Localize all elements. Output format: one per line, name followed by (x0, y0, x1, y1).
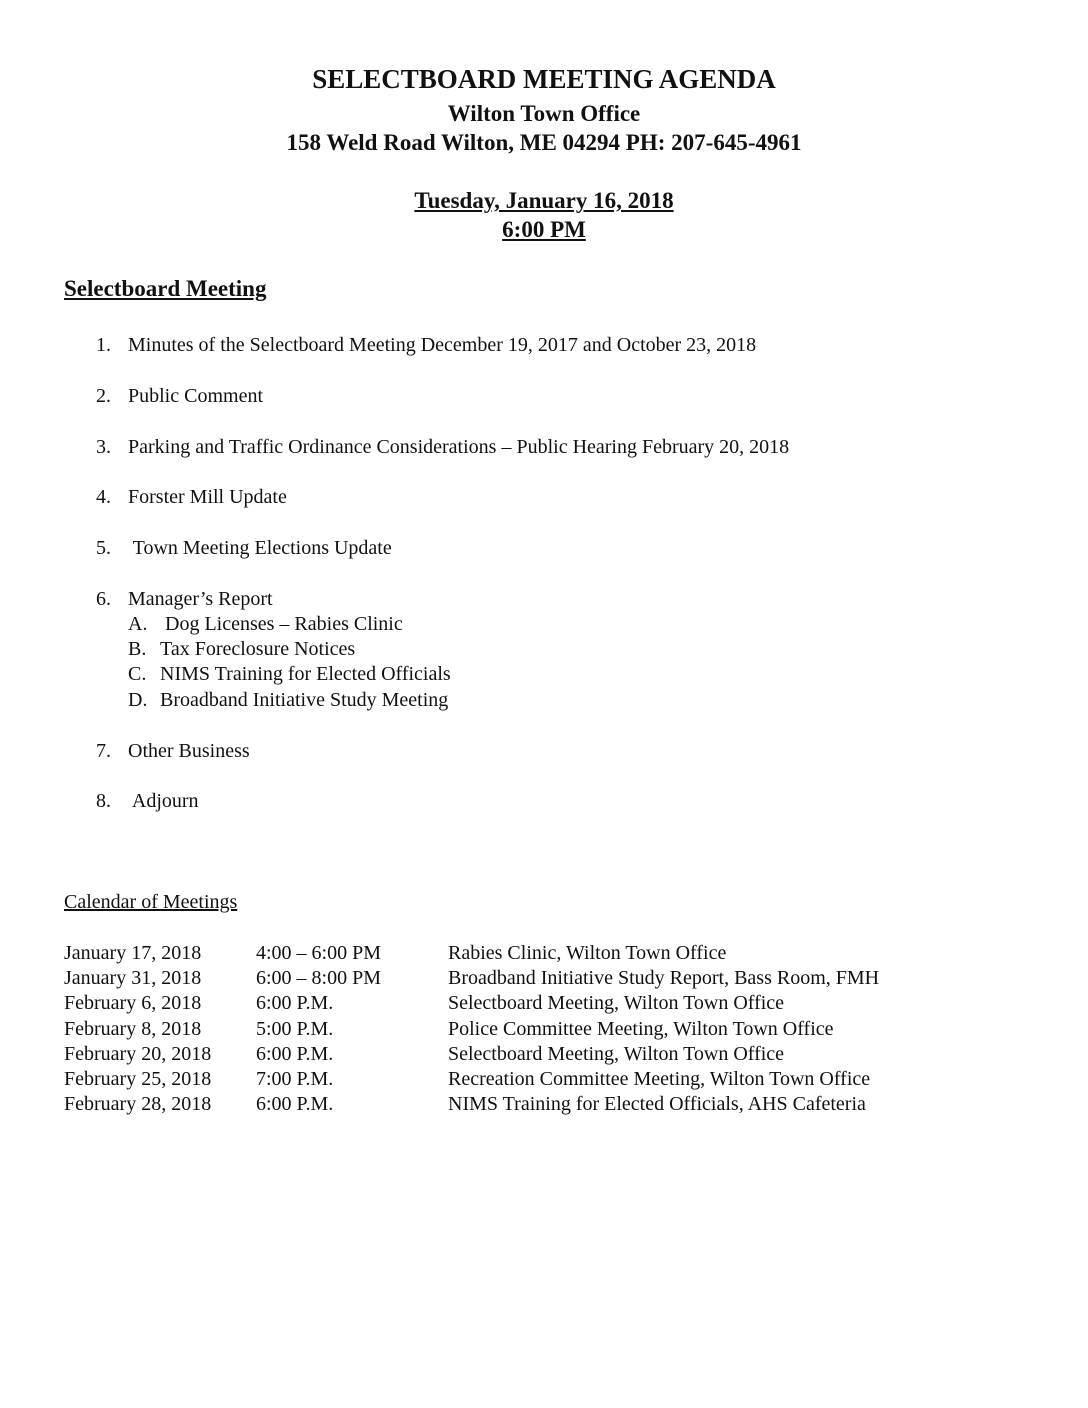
calendar-event: Broadband Initiative Study Report, Bass Room, FMH (448, 967, 880, 989)
meeting-time: 6:00 PM (502, 217, 586, 242)
calendar-date: February 6, 2018 (64, 992, 202, 1014)
agenda-item-number: 4. (96, 486, 111, 508)
document-title: SELECTBOARD MEETING AGENDA (312, 64, 776, 94)
sub-item-letter: A. (128, 613, 148, 635)
calendar-date: January 31, 2018 (64, 967, 202, 989)
meeting-date: Tuesday, January 16, 2018 (414, 188, 674, 213)
agenda-item-text: Manager’s Report (128, 588, 273, 610)
calendar-date: February 20, 2018 (64, 1043, 212, 1065)
calendar-time: 4:00 – 6:00 PM (256, 942, 382, 964)
calendar-date: February 25, 2018 (64, 1068, 212, 1090)
sub-item-letter: C. (128, 663, 147, 685)
calendar-event: NIMS Training for Elected Officials, AHS Cafeteria (448, 1093, 866, 1115)
calendar-event: Recreation Committee Meeting, Wilton Town Office (448, 1068, 871, 1090)
office-address: 158 Weld Road Wilton, ME 04294 PH: 207-645-4961 (286, 130, 802, 155)
section-title: Selectboard Meeting (64, 276, 267, 301)
agenda-item-text: Town Meeting Elections Update (128, 537, 392, 559)
calendar-title: Calendar of Meetings (64, 891, 238, 913)
calendar-time: 6:00 P.M. (256, 992, 334, 1014)
calendar-date: February 28, 2018 (64, 1093, 212, 1115)
calendar-date: January 17, 2018 (64, 942, 202, 964)
calendar-event: Rabies Clinic, Wilton Town Office (448, 942, 727, 964)
agenda-item-text: Other Business (128, 740, 250, 762)
calendar-time: 6:00 P.M. (256, 1093, 334, 1115)
agenda-item-number: 3. (96, 436, 111, 458)
agenda-item-text: Forster Mill Update (128, 486, 287, 508)
agenda-item-number: 8. (96, 790, 111, 812)
agenda-item-number: 7. (96, 740, 111, 762)
calendar-date: February 8, 2018 (64, 1018, 202, 1040)
agenda-item-number: 2. (96, 385, 111, 407)
sub-item-text: Broadband Initiative Study Meeting (160, 689, 449, 711)
calendar-time: 6:00 – 8:00 PM (256, 967, 382, 989)
sub-item-letter: D. (128, 689, 148, 711)
sub-item-text: Dog Licenses – Rabies Clinic (160, 613, 403, 635)
agenda-item-text: Adjourn (128, 790, 199, 812)
agenda-item-number: 6. (96, 588, 111, 610)
calendar-time: 5:00 P.M. (256, 1018, 334, 1040)
calendar-time: 6:00 P.M. (256, 1043, 334, 1065)
office-name: Wilton Town Office (447, 101, 641, 126)
agenda-item-text: Parking and Traffic Ordinance Considerations – Public Hearing February 20, 2018 (128, 436, 790, 458)
sub-item-letter: B. (128, 638, 147, 660)
calendar-event: Selectboard Meeting, Wilton Town Office (448, 1043, 785, 1065)
sub-item-text: Tax Foreclosure Notices (160, 638, 356, 660)
agenda-item-text: Minutes of the Selectboard Meeting December 19, 2017 and October 23, 2018 (128, 334, 757, 356)
agenda-item-text: Public Comment (128, 385, 263, 407)
agenda-item-number: 1. (96, 334, 111, 356)
calendar-time: 7:00 P.M. (256, 1068, 334, 1090)
calendar-event: Police Committee Meeting, Wilton Town Office (448, 1018, 834, 1040)
sub-item-text: NIMS Training for Elected Officials (160, 663, 451, 685)
calendar-event: Selectboard Meeting, Wilton Town Office (448, 992, 785, 1014)
agenda-item-number: 5. (96, 537, 111, 559)
